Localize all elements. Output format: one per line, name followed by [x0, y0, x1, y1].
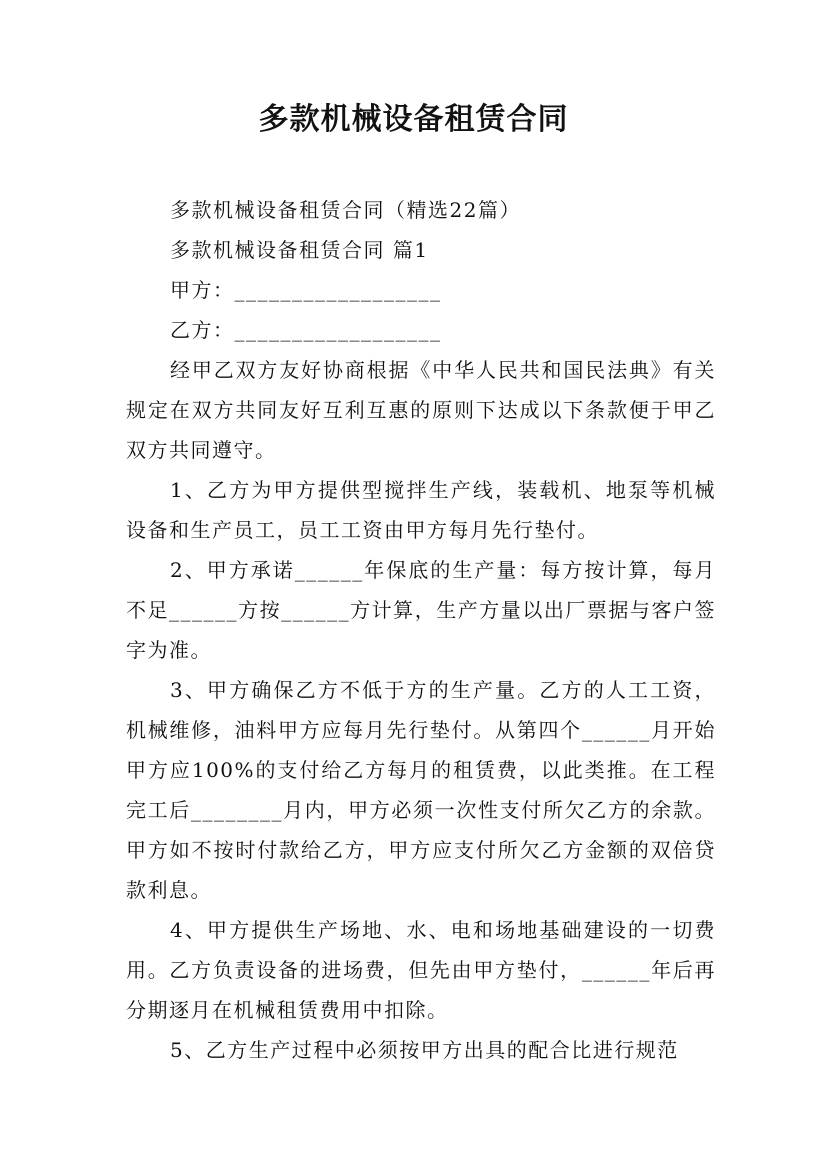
- clause-3-paragraph: 3、甲方确保乙方不低于方的生产量。乙方的人工工资，机械维修，油料甲方应每月先行垫付。从第四个______月开始甲方应100%的支付给乙方每月的租赁费，以此类推。在工程完工后________月内，甲方必须一次性支付所欠乙方的余款。甲方如不按时付款给乙方，甲方应支付所欠乙方金额的双倍贷款利息。: [126, 678, 716, 902]
- party-b-line: 乙方：__________________: [170, 318, 442, 342]
- party-a-line: 甲方：__________________: [170, 278, 442, 302]
- clause-4-paragraph: 4、甲方提供生产场地、水、电和场地基础建设的一切费用。乙方负责设备的进场费，但先由甲方垫付，______年后再分期逐月在机械租赁费用中扣除。: [126, 918, 716, 1022]
- clause-2-paragraph: 2、甲方承诺______年保底的生产量：每方按计算，每月不足______方按______方计算，生产方量以出厂票据与客户签字为准。: [126, 558, 716, 662]
- subtitle-paragraph: 多款机械设备租赁合同（精选22篇）: [170, 198, 521, 222]
- clause-1-paragraph: 1、乙方为甲方提供型搅拌生产线，装载机、地泵等机械设备和生产员工，员工工资由甲方每月先行垫付。: [126, 478, 716, 542]
- intro-paragraph: 经甲乙双方友好协商根据《中华人民共和国民法典》有关规定在双方共同友好互利互惠的原则下达成以下条款便于甲乙双方共同遵守。: [126, 358, 716, 462]
- section-heading: 多款机械设备租赁合同 篇1: [170, 238, 429, 262]
- document-body: [126, 190, 716, 1070]
- document-title: 多款机械设备租赁合同: [258, 102, 569, 137]
- clause-5-paragraph: 5、乙方生产过程中必须按甲方出具的配合比进行规范: [170, 1038, 679, 1062]
